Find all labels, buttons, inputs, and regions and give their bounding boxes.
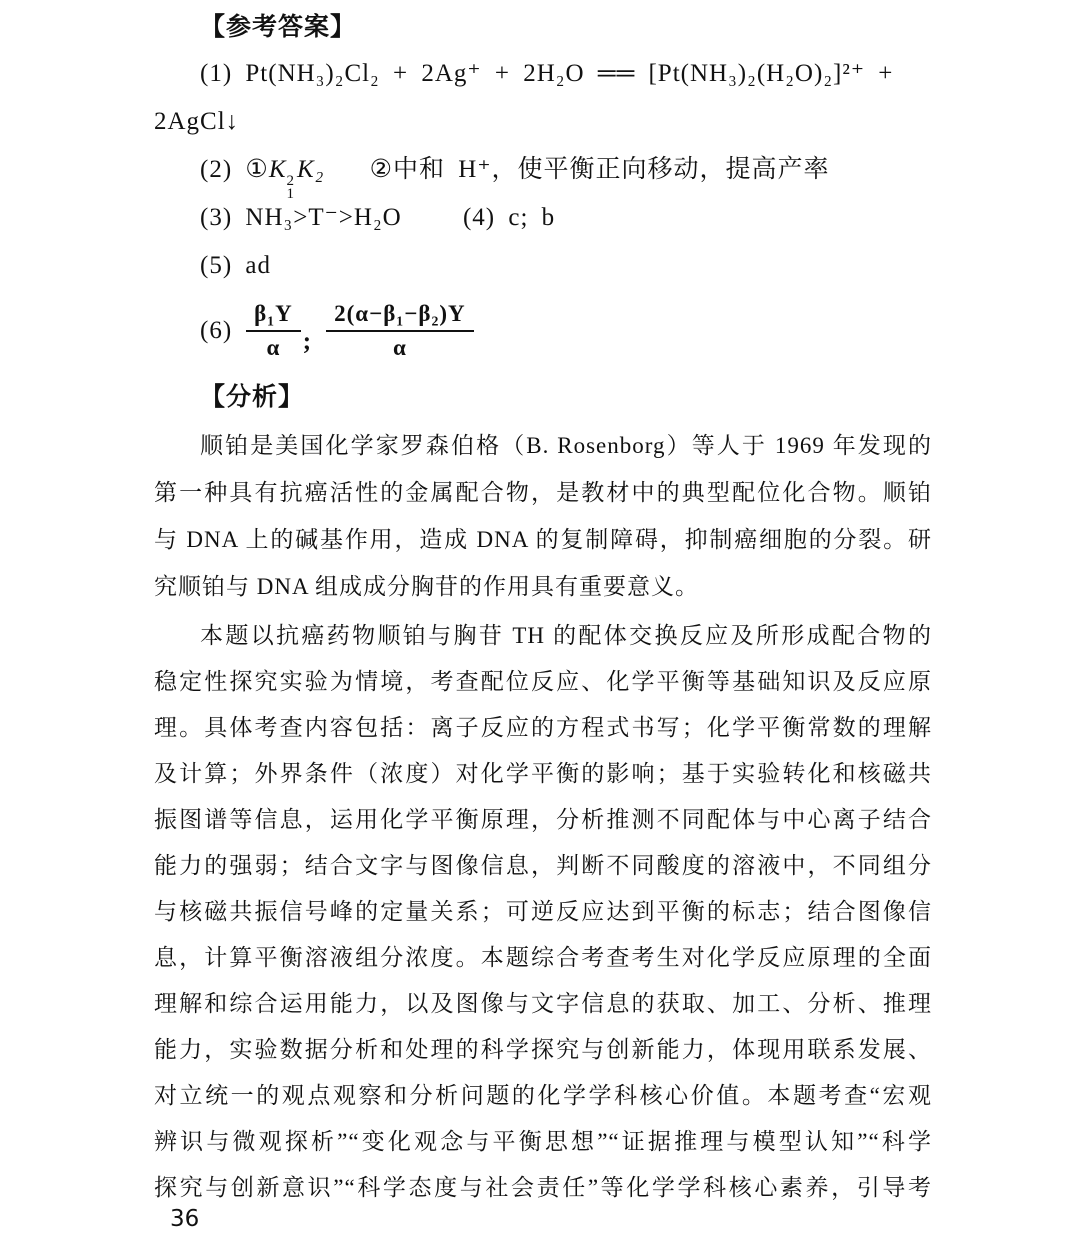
answer-2-item2: ②中和 H⁺，使平衡正向移动，提高产率	[369, 156, 830, 183]
k1-subscript: 1	[286, 186, 294, 202]
fraction-separator: ;	[302, 328, 313, 355]
analysis-paragraph-1	[154, 422, 932, 610]
text-line: 本题以抗癌药物顺铂与胸苷 TH 的配体交换反应及所形成配合物的	[200, 623, 932, 648]
answer-1-equation-line1: (1) Pt(NH₃)₂Cl₂ + 2Ag⁺ + 2H₂O ══ [Pt(NH₃)₂(H₂O)₂]²⁺ +	[200, 60, 894, 87]
text-line: 能力，实验数据分析和处理的科学探究与创新能力，体现用联系发展、	[154, 1037, 932, 1062]
fraction-2-denominator: α	[326, 330, 474, 361]
analysis-paragraph-2	[154, 613, 932, 1211]
text-line: 稳定性探究实验为情境，考查配位反应、化学平衡等基础知识及反应原	[154, 669, 932, 694]
text-line: 理解和综合运用能力，以及图像与文字信息的获取、加工、分析、推理	[154, 991, 932, 1016]
analysis-heading: 【分析】	[200, 384, 305, 411]
page-number: 36	[170, 1206, 200, 1232]
answer-6-line	[154, 290, 932, 372]
page-content	[154, 6, 932, 1211]
reference-answer-heading: 【参考答案】	[200, 14, 357, 41]
text-line: 探究与创新意识”“科学态度与社会责任”等化学学科核心素养，引导考	[154, 1175, 932, 1200]
text-line: 息，计算平衡溶液组分浓度。本题综合考查考生对化学反应原理的全面	[154, 945, 932, 970]
answer-3-4-line	[154, 194, 932, 242]
text-line: 对立统一的观点观察和分析问题的化学学科核心价值。本题考查“宏观	[154, 1083, 932, 1108]
answer-2-line	[154, 146, 932, 202]
fraction-2-numerator: 2(α−β₁−β₂)Y	[334, 300, 466, 326]
k1-superscript: 2	[286, 173, 294, 189]
answer-6-number: (6)	[200, 317, 233, 344]
text-line: 与核磁共振信号峰的定量关系；可逆反应达到平衡的标志；结合图像信	[154, 899, 932, 924]
answer-5-line: (5) ad	[200, 252, 271, 279]
text-line: 能力的强弱；结合文字与图像信息，判断不同酸度的溶液中，不同组分	[154, 853, 932, 878]
k1-symbol: K	[268, 156, 287, 183]
text-line: 理。具体考查内容包括：离子反应的方程式书写；化学平衡常数的理解	[154, 715, 932, 740]
text-line: 及计算；外界条件（浓度）对化学平衡的影响；基于实验转化和核磁共	[154, 761, 932, 786]
k2-symbol: K₂	[297, 156, 325, 183]
fraction-1-denominator: α	[246, 330, 301, 361]
fraction-2	[326, 301, 474, 362]
answer-2-prefix: (2) ①	[200, 156, 269, 183]
text-line: 振图谱等信息，运用化学平衡原理，分析推测不同配体与中心离子结合	[154, 807, 932, 832]
text-line: 第一种具有抗癌活性的金属配合物，是教材中的典型配位化合物。顺铂	[154, 480, 932, 505]
answer-4: (4) c; b	[462, 204, 556, 231]
text-line: 辨识与微观探析”“变化观念与平衡思想”“证据推理与模型认知”“科学	[154, 1129, 932, 1154]
answer-3: (3) NH₃>T⁻>H₂O	[200, 204, 402, 231]
fraction-1-numerator: β₁Y	[254, 300, 293, 326]
answer-1-equation-line2: 2AgCl↓	[154, 108, 240, 135]
text-line: 究顺铂与 DNA 组成成分胸苷的作用具有重要意义。	[154, 574, 700, 599]
text-line: 顺铂是美国化学家罗森伯格（B. Rosenborg）等人于 1969 年发现的	[200, 433, 932, 458]
text-line: 与 DNA 上的碱基作用，造成 DNA 的复制障碍，抑制癌细胞的分裂。研	[154, 527, 932, 552]
fraction-1	[246, 301, 301, 362]
